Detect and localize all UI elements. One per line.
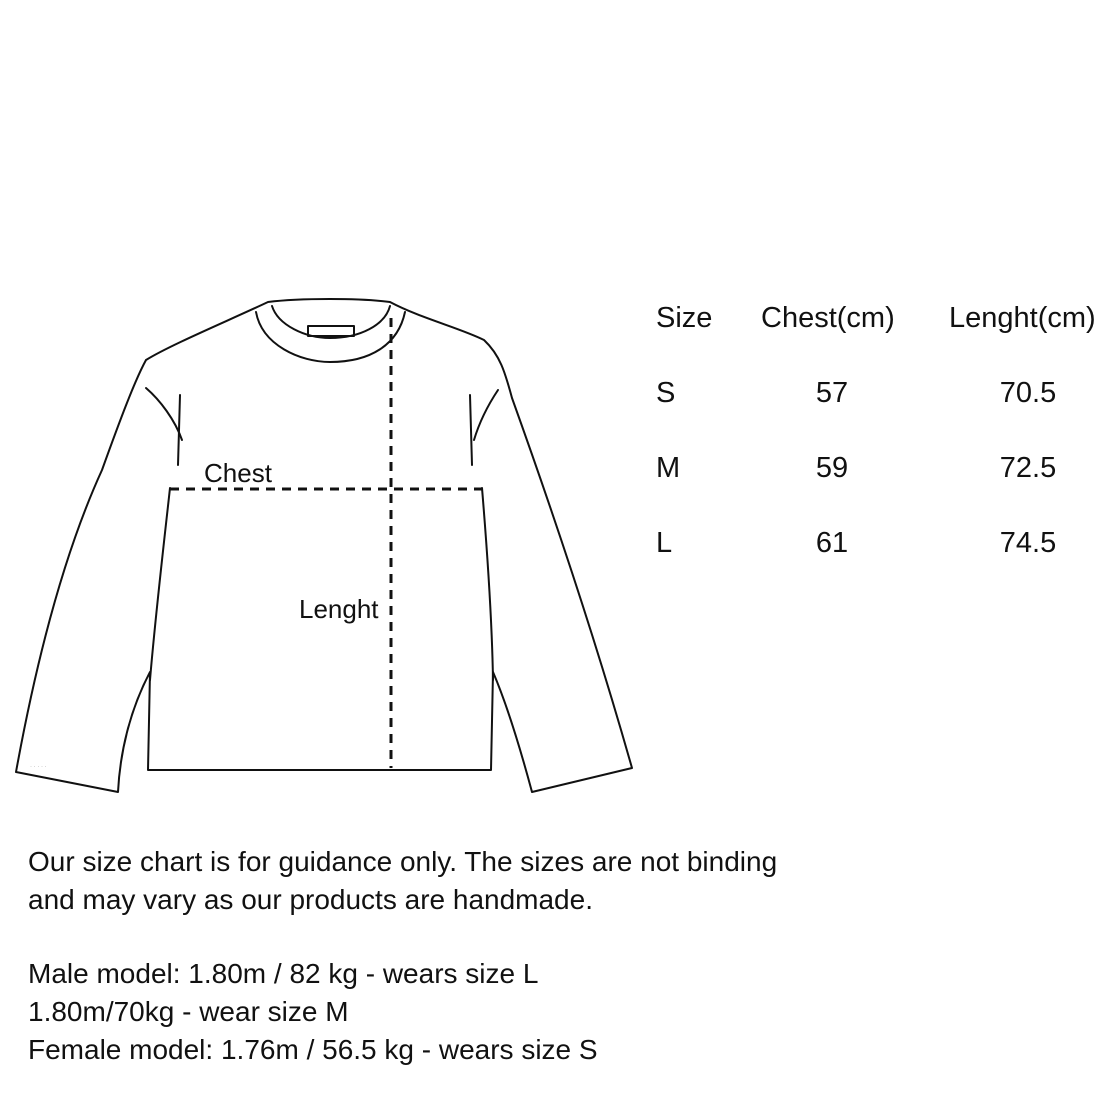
neck-label <box>308 326 354 336</box>
left-side-seam <box>150 488 170 680</box>
header-length: Lenght(cm) <box>949 302 1096 334</box>
left-armhole-line <box>178 395 180 465</box>
length-cell: 72.5 <box>999 452 1057 484</box>
chest-cell: 57 <box>815 377 849 409</box>
spacer <box>28 919 777 955</box>
model-info-line: Male model: 1.80m / 82 kg - wears size L <box>28 958 539 989</box>
hem-texture-dots: · · · · · <box>30 764 47 770</box>
length-cell: 74.5 <box>999 527 1057 559</box>
disclaimer-line: and may vary as our products are handmade. <box>28 884 593 915</box>
right-armhole-line <box>470 395 472 465</box>
header-chest: Chest(cm) <box>761 302 895 334</box>
header-size: Size <box>656 302 713 334</box>
size-cell: S <box>656 377 676 409</box>
model-info-line: 1.80m/70kg - wear size M <box>28 996 349 1027</box>
length-cell: 70.5 <box>999 377 1057 409</box>
left-shoulder-seam <box>146 388 182 440</box>
chest-label: Chest <box>204 458 272 488</box>
right-side-seam <box>482 488 493 680</box>
model-info-line: Female model: 1.76m / 56.5 kg - wears size S <box>28 1034 598 1065</box>
size-cell: L <box>656 527 673 559</box>
length-label: Lenght <box>299 594 379 624</box>
disclaimer-line: Our size chart is for guidance only. The sizes are not binding <box>28 846 778 877</box>
chest-cell: 61 <box>815 527 849 559</box>
size-cell: M <box>656 452 681 484</box>
collar-band-line <box>272 306 390 338</box>
size-notes <box>28 843 777 1069</box>
sweatshirt-outline <box>16 299 632 792</box>
right-shoulder-seam <box>474 390 498 440</box>
chest-cell: 59 <box>815 452 849 484</box>
